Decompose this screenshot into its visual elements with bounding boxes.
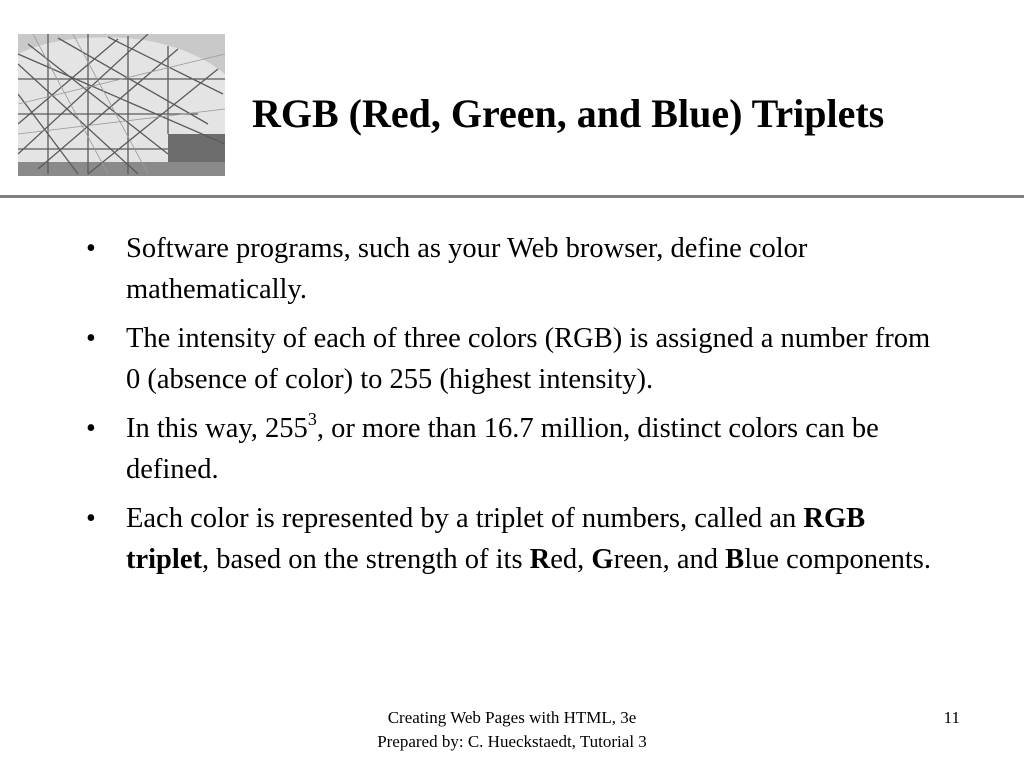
bullet-item [0,229,946,310]
bullet-text-mid: , based on the strength of its [201,543,530,575]
green-rest: reen, and [613,543,726,575]
bullet-list [0,229,1024,589]
rgb-triplet-term: RGB triplet [126,503,866,575]
bullet-icon: • [86,503,96,534]
blue-letter: B [725,543,745,575]
page-number: 11 [943,708,960,727]
exponent: 3 [307,409,317,429]
bullet-icon: • [86,233,96,264]
footer [300,706,724,754]
bullet-text-pre: In this way, 255 [126,413,308,444]
slide-title: RGB (Red, Green, and Blue) Triplets [252,91,885,136]
bullet-text: Software programs, such as your Web browser, define color mathematically. [126,233,808,305]
bullet-text: The intensity of each of three colors (RGB) is assigned a number from 0 (absence of color) to 255 (highest intensity). [126,323,931,395]
green-letter: G [591,543,614,575]
geodesic-dome-photo-icon [18,34,225,176]
red-rest: ed, [550,543,592,575]
title-divider [0,195,1024,198]
bullet-item [0,499,946,580]
red-letter: R [529,543,551,575]
bullet-text-intro: Each color is represented by a triplet of numbers, called an [126,503,804,534]
bullet-item [0,409,946,490]
blue-rest: lue components. [744,543,931,575]
bullet-item [0,319,946,400]
footer-book-title: Creating Web Pages with HTML, 3e [387,708,637,727]
bullet-icon: • [86,413,96,444]
bullet-icon: • [86,323,96,354]
footer-author: Prepared by: C. Hueckstaedt, Tutorial 3 [377,732,647,751]
bullet-text-post: , or more than 16.7 million, distinct colors can be defined. [126,413,879,485]
